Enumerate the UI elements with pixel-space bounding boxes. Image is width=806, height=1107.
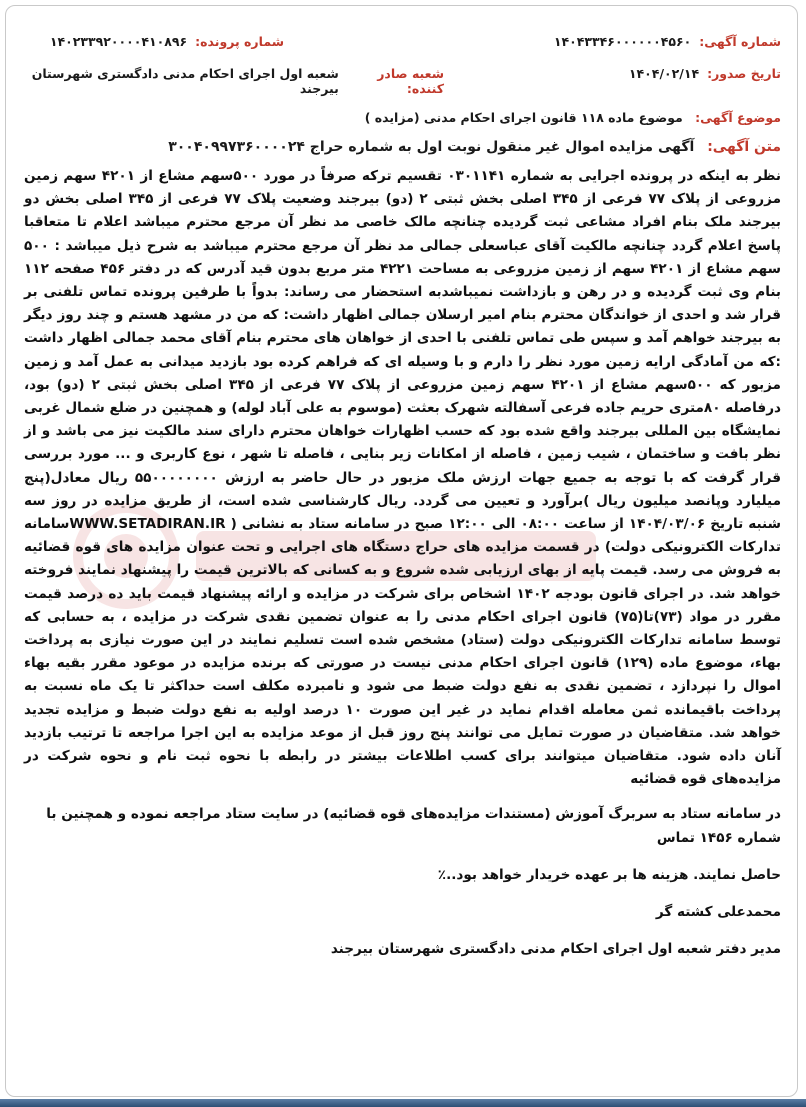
case-number-value: ۱۴۰۲۳۳۹۲۰۰۰۰۴۱۰۸۹۶ <box>49 34 188 49</box>
bottom-bar <box>0 1099 806 1107</box>
notice-text-value: آگهی مزایده اموال غیر منقول نوبت اول به شماره حراج ۳۰۰۴۰۹۹۷۳۶۰۰۰۰۲۴ <box>168 139 695 155</box>
ad-number-value: ۱۴۰۴۳۳۴۶۰۰۰۰۰۰۴۵۶۰ <box>553 34 692 49</box>
meta-row-issue <box>24 66 781 96</box>
notice-panel <box>5 5 798 1097</box>
case-number-label: شماره پرونده: <box>195 34 284 49</box>
issuer <box>24 66 444 96</box>
topic <box>24 110 781 125</box>
issue-date-label: تاریخ صدور: <box>707 66 781 81</box>
issue-date <box>629 66 781 81</box>
meta-row-numbers <box>24 34 781 56</box>
ad-number-label: شماره آگهی: <box>699 34 781 49</box>
notice-heading <box>24 139 781 155</box>
case-number <box>24 34 284 49</box>
notice-text-label: متن آگهی: <box>707 139 781 155</box>
paragraph-contact: در سامانه ستاد به سربرگ آموزش (مستندات مزایده‌های قوه قضائیه) در سایت ستاد مراجعه نموده و همچنین با شماره ۱۴۵۶ تماس <box>46 806 781 846</box>
topic-value: موضوع ماده ۱۱۸ قانون اجرای احکام مدنی (مزایده ) <box>364 110 683 125</box>
signer-name: محمدعلی کشته گر <box>655 904 781 921</box>
paragraph-costs: حاصل نمایند. هزینه ها بر عهده خریدار خواهد بود..٪ <box>437 866 781 883</box>
ad-number <box>554 34 781 49</box>
topic-label: موضوع آگهی: <box>695 110 781 125</box>
issuer-value: شعبه اول اجرای احکام مدنی دادگستری شهرستان بیرجند <box>31 66 339 96</box>
signer-title: مدیر دفتر شعبه اول اجرای احکام مدنی دادگستری شهرستان بیرجند <box>330 941 781 958</box>
issuer-label: شعبه صادر کننده: <box>377 66 444 96</box>
issue-date-value: ۱۴۰۴/۰۲/۱۴ <box>628 66 700 81</box>
notice-content <box>24 34 781 962</box>
notice-body: نظر به اینکه در پرونده اجرایی به شماره ۰۳۰۱۱۴۱ تقسیم ترکه صرفاً در مورد ۵۰۰سهم مشاع از ۴۲۰۱ سهم زمین مزروعی از پلاک ۷۷ فرعی از ۳۴۵ اصلی بخش ثبتی ۲ (دو) بیرجند وضعیت پلاک ۷۷ فرعی از ۳۴۵ اصلی بخش دو بیرجند ملک بنام افراد مشاعی ثبت گردیده چنانچه مالک خاصی مد نظر آن مرجع محترم میباشد اعلام تا متعاقبا پاسخ اعلام گردد چنانچه مالکیت آقای عباسعلی جمالی مد نظر آن مرجع محترم میباشد به شرح ذیل میباشد : ۵۰۰ سهم مشاع از ۴۲۰۱ سهم از زمین مزروعی به مساحت ۴۲۲۱ متر مربع بدون قید آدرس که در دفتر ۴۵۶ صفحه ۱۱۲ بنام وی ثبت گردیده و در رهن و بازداشت نمیباشدبه استحضار می رساند: بدواً با طرفین پرونده تماس تلفنی بر قرار شد و احدی از خواندگان محترم بنام امیر ارسلان جمالی اظهار داشت: که من در مشهد هستم و چند روز دیگر به بیرجند خواهم آمد و سپس طی تماس تلفنی با احدی از خواهان های محترم بنام آقای محمد جمالی اظهار داشت :که من آمادگی ارایه زمین مورد نظر را دارم و با وسیله ای که فراهم کرده بود بازدید میدانی به عمل آمد و زمین مزبور که ۵۰۰سهم مشاع از ۴۲۰۱ سهم زمین مزروعی از پلاک ۷۷ فرعی از ۳۴۵ اصلی بخش ثبتی ۲ (دو) بود، درفاصله ۸۰متری حریم جاده فرعی آسفالته شهرک بعثت (موسوم به علی آباد لوله) و همچنین در ضلع شمال غربی نمایشگاه بین المللی بیرجند واقع شده بود که حسب اظهارات خواهان محترم دارای سند مالکیت نیز می باشد و از نظر بافت و ساختمان ، شیب زمین ، فاصله از امکانات زیر بنایی ، فاصله تا شهر ، نوع کاربری و ... مورد بررسی قرار گرفت که با توجه به جمیع جهات ارزش ملک مزبور در حال حاضر به ارزش ۵۵۰۰۰۰۰۰۰۰ ریال معادل(پنج میلیارد وپانصد میلیون ریال )برآورد و تعیین می گردد. ریال کارشناسی شده است، از طریق مزایده در روز سه شنبه تاریخ ۱۴۰۴/۰۳/۰۶ از ساعت ۰۸:۰۰ الی ۱۲:۰۰ صبح در سامانه ستاد به نشانی ( WWW.SETADIRAN.IRسامانه تدارکات الکترونیکی دولت) در قسمت مزایده های حراج دستگاه های اجرایی و تحت عنوان مزایده های قوه قضائیه به فروش می رسد. قیمت پایه از بهای ارزیابی شده شروع و به کسانی که بالاترین قیمت را پیشنهاد نمایند فروخته خواهد شد. در اجرای قانون بودجه ۱۴۰۲ اشخاص برای شرکت در مزایده و ارائه پیشنهاد قیمت باید ده درصد قیمت مقرر در مواد (۷۳)تا(۷۵) قانون اجرای احکام مدنی را به عنوان تضمین نقدی شرکت در مزایده ، به حسابی که توسط سامانه تدارکات الکترونیکی دولت (ستاد) مشخص شده است تسلیم نمایند در این صورت نیازی به پرداخت بهاء، موضوع ماده (۱۲۹) قانون اجرای احکام مدنی نیست در صورتی که برنده مزایده در موعود مقرر بقیه بهاء اموال را نپردازد ، تضمین نقدی به نفع دولت ضبط می شود و نامبرده مکلف است حداکثر تا یک ماه نسبت به پرداخت باقیمانده ثمن معامله اقدام نماید در غیر این صورت ۱۰ درصد اولیه به نفع دولت ضبط و مزایده تجدید خواهد شد. متقاضیان در صورت تمایل می توانند پنج روز قبل از موعد مزایده به این اجرا مراجعه تا ترتیب بازدید آنان داده شود. متقاضیان میتوانند برای کسب اطلاعات بیشتر در رابطه با نحوه ثبت نام و نحوه شرکت در مزایده‌های قوه قضائیه <box>24 168 782 788</box>
